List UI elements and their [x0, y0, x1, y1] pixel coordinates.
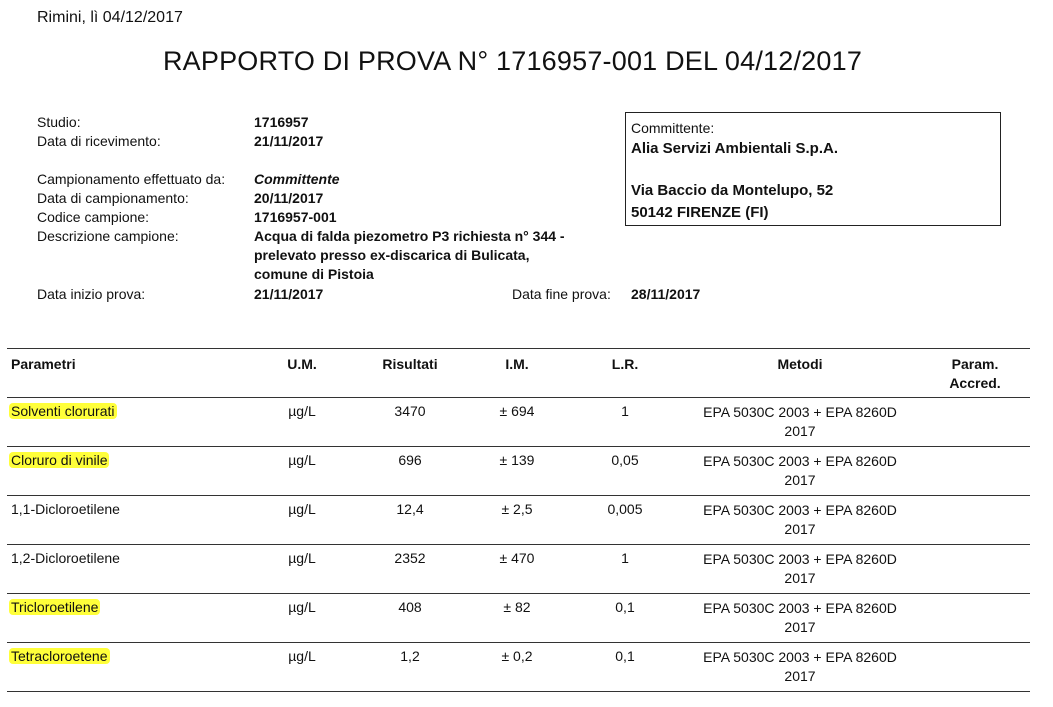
receipt-date-value: 21/11/2017	[254, 133, 324, 149]
receipt-date-label: Data di ricevimento:	[37, 133, 161, 149]
row-uncertainty: ± 82	[503, 599, 531, 615]
table-top-rule	[7, 348, 1030, 349]
studio-label: Studio:	[37, 114, 81, 130]
row-parameter-text: 1,2-Dicloroetilene	[11, 550, 120, 566]
client-address-line-2: 50142 FIRENZE (FI)	[631, 204, 769, 221]
header-accred-line-1: Param.	[951, 356, 999, 372]
header-parametri: Parametri	[11, 356, 76, 372]
row-uncertainty: ± 2,5	[501, 501, 533, 517]
row-result: 3470	[394, 403, 426, 419]
row-method-line-1: EPA 5030C 2003 + EPA 8260D	[703, 453, 897, 469]
sampling-date-label: Data di campionamento:	[37, 190, 189, 206]
header-im: I.M.	[505, 356, 529, 372]
row-rule	[7, 642, 1030, 643]
test-end-value: 28/11/2017	[631, 286, 701, 302]
header-accred-line-2: Accred.	[949, 375, 1001, 391]
sample-code-value: 1716957-001	[254, 209, 337, 225]
test-end-label: Data fine prova:	[512, 286, 611, 302]
sample-description-label: Descrizione campione:	[37, 228, 179, 244]
row-rule	[7, 495, 1030, 496]
client-address-line-1: Via Baccio da Montelupo, 52	[631, 182, 834, 199]
row-limit: 0,005	[607, 501, 643, 517]
header-um: U.M.	[287, 356, 317, 372]
sampling-date-value: 20/11/2017	[254, 190, 324, 206]
row-parameter-text: Solventi clorurati	[11, 403, 115, 419]
row-method-line-2: 2017	[784, 472, 816, 488]
row-parameter-text: Cloruro di vinile	[11, 452, 108, 468]
row-method-line-2: 2017	[784, 619, 816, 635]
row-parameter	[11, 550, 120, 566]
row-method-line-1: EPA 5030C 2003 + EPA 8260D	[703, 551, 897, 567]
row-parameter-text: Tetracloroetene	[11, 648, 108, 664]
row-rule	[7, 446, 1030, 447]
sample-description-line-3: comune di Pistoia	[254, 266, 374, 282]
row-result: 408	[398, 599, 422, 615]
row-limit: 1	[621, 403, 629, 419]
row-result: 12,4	[396, 501, 424, 517]
report-title: RAPPORTO DI PROVA N° 1716957-001 DEL 04/12/2017	[162, 46, 863, 76]
sample-description-line-1: Acqua di falda piezometro P3 richiesta n° 344 -	[254, 228, 565, 244]
studio-value: 1716957	[254, 114, 309, 130]
row-parameter	[11, 452, 109, 468]
row-result: 696	[398, 452, 422, 468]
sample-description-line-2: prelevato presso ex-discarica di Bulicata,	[254, 247, 530, 263]
row-rule	[7, 593, 1030, 594]
row-uncertainty: ± 0,2	[501, 648, 533, 664]
row-unit: µg/L	[288, 550, 316, 566]
row-method-line-2: 2017	[784, 423, 816, 439]
row-parameter	[11, 403, 117, 419]
row-limit: 0,1	[615, 648, 635, 664]
row-method-line-1: EPA 5030C 2003 + EPA 8260D	[703, 502, 897, 518]
row-unit: µg/L	[288, 452, 316, 468]
client-label: Committente:	[631, 120, 715, 136]
row-parameter	[11, 501, 120, 517]
test-start-value: 21/11/2017	[254, 286, 324, 302]
sampled-by-label: Campionamento effettuato da:	[37, 171, 226, 187]
row-limit: 0,05	[611, 452, 639, 468]
row-uncertainty: ± 139	[499, 452, 535, 468]
row-unit: µg/L	[288, 648, 316, 664]
row-method-line-1: EPA 5030C 2003 + EPA 8260D	[703, 404, 897, 420]
header-metodi: Metodi	[777, 356, 823, 372]
row-unit: µg/L	[288, 599, 316, 615]
sample-code-label: Codice campione:	[37, 209, 150, 225]
row-parameter-text: 1,1-Dicloroetilene	[11, 501, 120, 517]
row-parameter	[11, 599, 100, 615]
row-method-line-2: 2017	[784, 521, 816, 537]
row-uncertainty: ± 470	[499, 550, 535, 566]
row-result: 2352	[394, 550, 426, 566]
client-box	[625, 112, 1001, 226]
row-rule	[7, 544, 1030, 545]
header-lr: L.R.	[611, 356, 639, 372]
row-method-line-2: 2017	[784, 570, 816, 586]
sampled-by-value: Committente	[254, 171, 340, 187]
row-method-line-2: 2017	[784, 668, 816, 684]
row-rule	[7, 691, 1030, 692]
row-uncertainty: ± 694	[499, 403, 535, 419]
row-unit: µg/L	[288, 501, 316, 517]
header-bottom-rule	[7, 397, 1030, 398]
row-parameter	[11, 648, 110, 664]
client-name: Alia Servizi Ambientali S.p.A.	[631, 140, 838, 157]
row-limit: 1	[621, 550, 629, 566]
test-start-label: Data inizio prova:	[37, 286, 146, 302]
header-risultati: Risultati	[382, 356, 438, 372]
place-date: Rimini, lì 04/12/2017	[37, 9, 183, 26]
row-result: 1,2	[400, 648, 420, 664]
row-method-line-1: EPA 5030C 2003 + EPA 8260D	[703, 600, 897, 616]
row-parameter-text: Tricloroetilene	[11, 599, 99, 615]
row-limit: 0,1	[615, 599, 635, 615]
row-method-line-1: EPA 5030C 2003 + EPA 8260D	[703, 649, 897, 665]
row-unit: µg/L	[288, 403, 316, 419]
